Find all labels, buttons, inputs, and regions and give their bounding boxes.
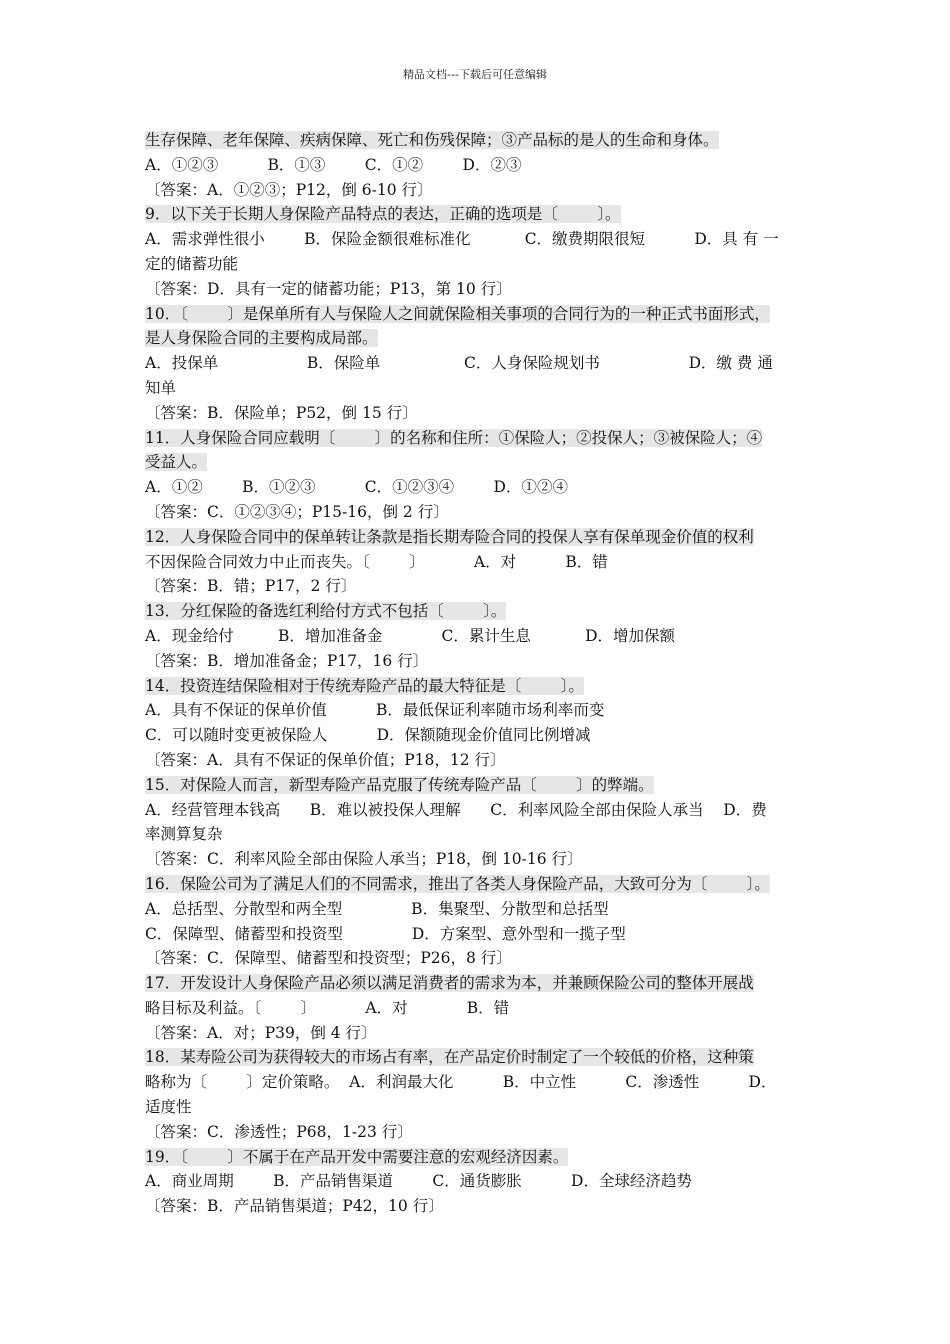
answer-line: 〔答案：A．对；P39，倒 4 行〕 <box>145 1023 377 1042</box>
options-line: A．①②③ B．①③ C．①② D．②③ <box>145 155 522 174</box>
page-header: 精品文档---下载后可任意编辑 <box>403 68 547 81</box>
question-10: 10．〔 〕是保单所有人与保险人之间就保险相关事项的合同行为的一种正式书面形式， <box>145 304 770 323</box>
options-line: 定的储蓄功能 <box>145 254 239 273</box>
question-17: 17．开发设计人身保险产品必须以满足消费者的需求为本，并兼顾保险公司的整体开展战 <box>145 974 754 993</box>
answer-line: 〔答案：B．增加准备金；P17，16 行〕 <box>145 651 429 670</box>
question-13: 13．分红保险的备选红利给付方式不包括〔 〕。 <box>145 602 507 621</box>
question-18: 18．某寿险公司为获得较大的市场占有率，在产品定价时制定了一个较低的价格，这种策 <box>145 1048 754 1067</box>
options-line: 知单 <box>145 378 177 397</box>
answer-line: 〔答案：A．具有不保证的保单价值；P18，12 行〕 <box>145 750 506 769</box>
question-11-cont: 受益人。 <box>145 453 208 472</box>
question-19: 19．〔 〕不属于在产品开发中需要注意的宏观经济因素。 <box>145 1147 569 1166</box>
answer-line: 〔答案：C．①②③④；P15-16，倒 2 行〕 <box>145 502 449 521</box>
options-line: A．现金给付 B．增加准备金 C．累计生息 D．增加保额 <box>145 626 676 645</box>
options-line: A．投保单 B．保险单 C．人身保险规划书 D．缴 费 通 <box>145 354 773 373</box>
options-line: A．①② B．①②③ C．①②③④ D．①②④ <box>145 478 568 497</box>
question-18-cont: 略称为〔 〕定价策略。 A．利润最大化 B．中立性 C．渗透性 D． <box>145 1073 777 1092</box>
question-15: 15．对保险人而言，新型寿险产品克服了传统寿险产品〔 〕的弊端。 <box>145 775 654 794</box>
options-line: C．可以随时变更被保险人 D．保额随现金价值同比例增减 <box>145 726 591 745</box>
answer-line: 〔答案：B．保险单；P52，倒 15 行〕 <box>145 403 418 422</box>
question-text-line: 生存保障、老年保障、疾病保障、死亡和伤残保障；③产品标的是人的生命和身体。 <box>145 131 719 149</box>
question-12-cont: 不因保险合同效力中止而丧失。〔 〕 A．对 B．错 <box>145 552 608 571</box>
options-line: A．具有不保证的保单价值 B．最低保证利率随市场利率而变 <box>145 701 605 720</box>
answer-line: 〔答案：A．①②③；P12，倒 6-10 行〕 <box>145 180 433 199</box>
answer-line: 〔答案：B．产品销售渠道；P42，10 行〕 <box>145 1197 444 1216</box>
options-line: C．保障型、储蓄型和投资型 D．方案型、意外型和一揽子型 <box>145 924 626 943</box>
question-17-cont: 略目标及利益。〔 〕 A．对 B．错 <box>145 998 510 1017</box>
answer-line: 〔答案：D．具有一定的储蓄功能；P13，第 10 行〕 <box>145 279 512 298</box>
options-line: 适度性 <box>145 1098 192 1117</box>
options-line: 率测算复杂 <box>145 825 223 844</box>
answer-line: 〔答案：C．渗透性；P68，1-23 行〕 <box>145 1122 413 1141</box>
document-body <box>145 128 815 1219</box>
question-14: 14．投资连结保险相对于传统寿险产品的最大特征是〔 〕。 <box>145 676 584 695</box>
options-line: A．经营管理本钱高 B．难以被投保人理解 C．利率风险全部由保险人承当 D．费 <box>145 800 767 819</box>
question-16: 16．保险公司为了满足人们的不同需求，推出了各类人身保险产品，大致可分为〔 〕。 <box>145 874 770 893</box>
options-line: A．商业周期 B．产品销售渠道 C．通货膨胀 D．全球经济趋势 <box>145 1172 692 1191</box>
answer-line: 〔答案：B．错；P17，2 行〕 <box>145 577 357 596</box>
question-12: 12．人身保险合同中的保单转让条款是指长期寿险合同的投保人享有保单现金价值的权利 <box>145 527 754 546</box>
answer-line: 〔答案：C．保障型、储蓄型和投资型；P26，8 行〕 <box>145 949 512 968</box>
options-line: A．总括型、分散型和两全型 B．集聚型、分散型和总括型 <box>145 899 609 918</box>
options-line: A．需求弹性很小 B．保险金额很难标准化 C．缴费期限很短 D．具 有 一 <box>145 230 779 249</box>
question-10-cont: 是人身保险合同的主要构成局部。 <box>145 329 378 348</box>
question-11: 11．人身保险合同应载明〔 〕的名称和住所：①保险人；②投保人；③被保险人；④ <box>145 428 763 447</box>
question-9: 9．以下关于长期人身保险产品特点的表达，正确的选项是〔 〕。 <box>145 205 621 224</box>
answer-line: 〔答案：C．利率风险全部由保险人承当；P18，倒 10-16 行〕 <box>145 850 583 869</box>
